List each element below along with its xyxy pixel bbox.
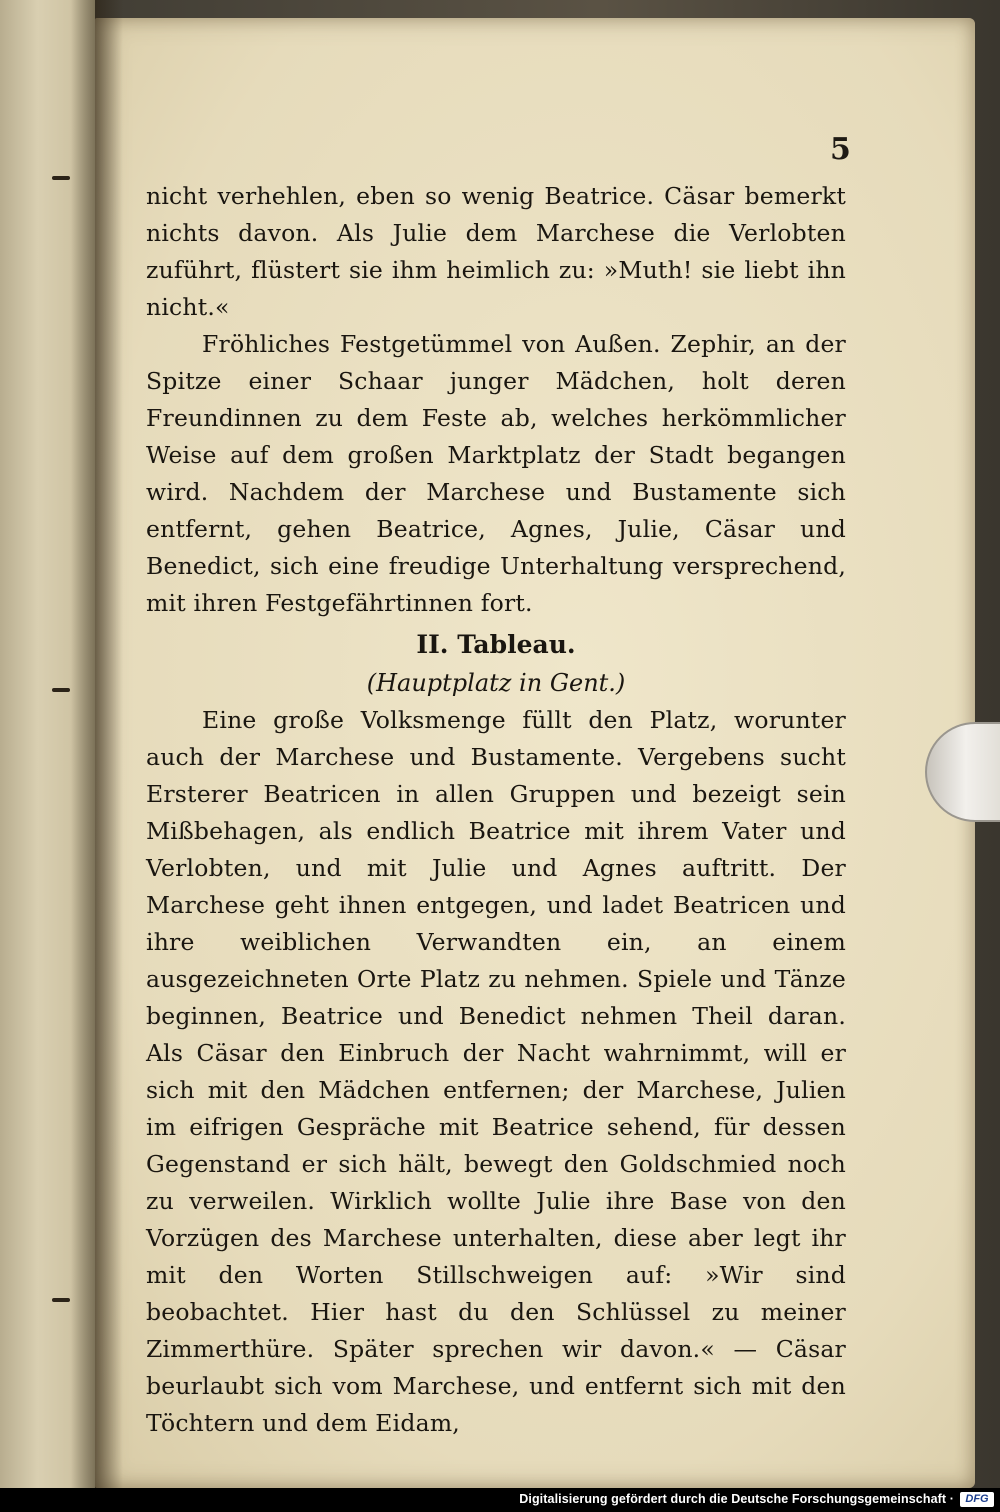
dfg-logo: DFG <box>960 1492 994 1507</box>
margin-mark <box>52 176 70 180</box>
section-subheading: (Hauptplatz in Gent.) <box>366 669 626 697</box>
margin-mark <box>52 1298 70 1302</box>
paragraph-3: Eine große Volksmenge füllt den Platz, worunter auch der Marchese und Bustamente. Vergebens sucht Ersterer Beatricen in allen Gruppen und bezeigt sein Mißbehagen, als endlich Beatrice mit ihrem Vater und Verlobten, und mit Julie und Agnes auftritt. Der Marchese geht ihnen entgegen, und ladet Beatricen und ihre weiblichen Verwandten ein, an einem ausgezeichneten Orte Platz zu nehmen. Spiele und Tänze beginnen, Beatrice und Benedict nehmen Theil daran. Als Cäsar den Einbruch der Nacht wahrnimmt, will er sich mit den Mädchen entfernen; der Marchese, Julien im eifrigen Gespräche mit Beatrice sehend, für dessen Gegenstand er sich hält, bewegt den Goldschmied noch zu verweilen. Wirklich wollte Julie ihre Base von den Vorzügen des Marchese unterhalten, diese aber legt ihr mit den Worten Stillschweigen auf: »Wir sind beobachtet. Hier hast du den Schlüssel zu meiner Zimmerthüre. Später sprechen wir davon.« — Cäsar beurlaubt sich vom Marchese, und entfernt sich mit den Töchtern und dem Eidam, <box>146 706 846 1437</box>
page-number: 5 <box>830 132 851 167</box>
spine-shadow <box>95 0 123 1512</box>
page-text <box>146 178 846 1442</box>
left-page-shadow <box>70 0 95 1512</box>
paragraph-2: Fröhliches Festgetümmel von Außen. Zephir, an der Spitze einer Schaar junger Mädchen, holt deren Freundinnen zu dem Feste ab, welches herkömmlicher Weise auf dem großen Marktplatz der Stadt begangen wird. Nachdem der Marchese und Bustamente sich entfernt, gehen Beatrice, Agnes, Julie, Cäsar und Benedict, sich eine freudige Unterhaltung versprechend, mit ihren Festgefährtinnen fort. <box>146 330 846 617</box>
footer-credit: Digitalisierung gefördert durch die Deutsche Forschungsgemeinschaft · <box>519 1492 954 1506</box>
margin-mark <box>52 688 70 692</box>
section-heading: II. Tableau. <box>416 630 576 659</box>
paragraph-1: nicht verhehlen, eben so wenig Beatrice. Cäsar bemerkt nichts davon. Als Julie dem Marchese die Verlobten zuführt, flüstert sie ihm heimlich zu: »Muth! sie liebt ihn nicht.« <box>146 182 846 321</box>
